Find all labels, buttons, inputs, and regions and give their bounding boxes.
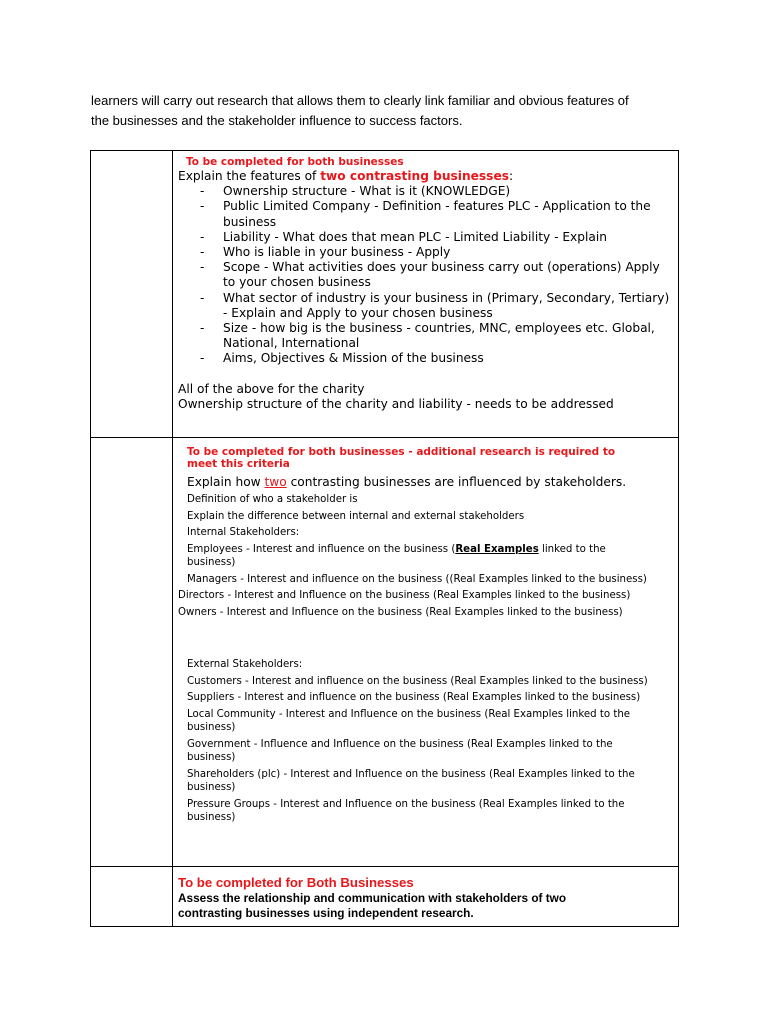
external-item: Pressure Groups - Interest and Influence on the business (Real Examples linked to the business)	[187, 798, 625, 823]
employees-prefix: Employees - Interest and influence on the business (	[187, 543, 456, 555]
intro-paragraph	[91, 91, 691, 131]
section-2-lead	[187, 474, 672, 490]
section-3-body: Assess the relationship and communication with stakeholders of two contrasting businesses using independent research.	[178, 891, 567, 920]
list-item: - Size - how big is the business - countries, MNC, employees etc. Global, National, International	[200, 321, 672, 351]
external-item: Shareholders (plc) - Interest and Influence on the business (Real Examples linked to the business)	[187, 768, 635, 793]
row-divider-2	[91, 866, 678, 867]
charity-line-1: All of the above for the charity	[178, 381, 365, 396]
charity-line-2: Ownership structure of the charity and liability - needs to be addressed	[178, 396, 614, 411]
column-divider	[172, 151, 173, 926]
list-item: - Liability - What does that mean PLC - Limited Liability - Explain	[200, 230, 672, 245]
section-2-heading: To be completed for both businesses - additional research is required to meet this criteria	[187, 446, 616, 470]
employees-bold: Real Examples	[455, 543, 539, 555]
difference-line: Explain the difference between internal and external stakeholders	[187, 510, 525, 522]
section-2-cell	[178, 446, 672, 828]
external-item: Customers - Interest and influence on the business (Real Examples linked to the business)	[187, 675, 648, 687]
section-1-explain	[178, 169, 672, 184]
list-item: - What sector of industry is your business in (Primary, Secondary, Tertiary) - Explain and Apply to your chosen business	[200, 291, 672, 321]
explain-prefix: Explain the features of	[178, 169, 321, 183]
list-item: - Who is liable in your business - Apply	[200, 245, 672, 260]
intro-line-2: the businesses and the stakeholder influence to success factors.	[91, 113, 463, 128]
section-1-cell	[178, 156, 672, 412]
row-divider-1	[91, 437, 678, 438]
list-item: - Scope - What activities does your business carry out (operations) Apply to your chosen business	[200, 260, 672, 290]
section-3-cell	[178, 875, 672, 921]
section-1-heading: To be completed for both businesses	[186, 156, 404, 168]
external-item: Government - Influence and Influence on the business (Real Examples linked to the business)	[187, 738, 613, 763]
definition-line: Definition of who a stakeholder is	[187, 494, 358, 505]
intro-line-1: learners will carry out research that allows them to clearly link familiar and obvious features of	[91, 93, 629, 108]
list-item: - Aims, Objectives & Mission of the business	[200, 351, 672, 366]
lead-highlight: two	[264, 475, 287, 489]
list-item: - Public Limited Company - Definition - features PLC - Application to the business	[200, 199, 672, 229]
managers-line: Managers - Interest and influence on the business ((Real Examples linked to the business)	[187, 573, 647, 585]
list-item: - Ownership structure - What is it (KNOWLEDGE)	[200, 184, 672, 199]
internal-title: Internal Stakeholders:	[187, 527, 300, 538]
explain-highlight: two contrasting businesses	[320, 169, 509, 183]
lead-prefix: Explain how	[187, 475, 265, 489]
directors-line: Directors - Interest and Influence on the business (Real Examples linked to the business)	[178, 590, 631, 601]
employees-line	[187, 543, 647, 570]
owners-line: Owners - Interest and Influence on the business (Real Examples linked to the business)	[178, 606, 623, 618]
section-3-heading: To be completed for Both Businesses	[178, 875, 414, 890]
employees-suffix: linked to the business)	[187, 543, 606, 568]
feature-list	[178, 184, 672, 366]
external-title: External Stakeholders:	[187, 659, 303, 670]
external-item: Local Community - Interest and Influence on the business (Real Examples linked to the business)	[187, 708, 631, 733]
lead-suffix: contrasting businesses are influenced by stakeholders.	[286, 475, 627, 489]
explain-suffix: :	[508, 169, 514, 183]
criteria-table	[90, 150, 679, 927]
external-item: Suppliers - Interest and influence on the business (Real Examples linked to the business)	[187, 692, 641, 703]
